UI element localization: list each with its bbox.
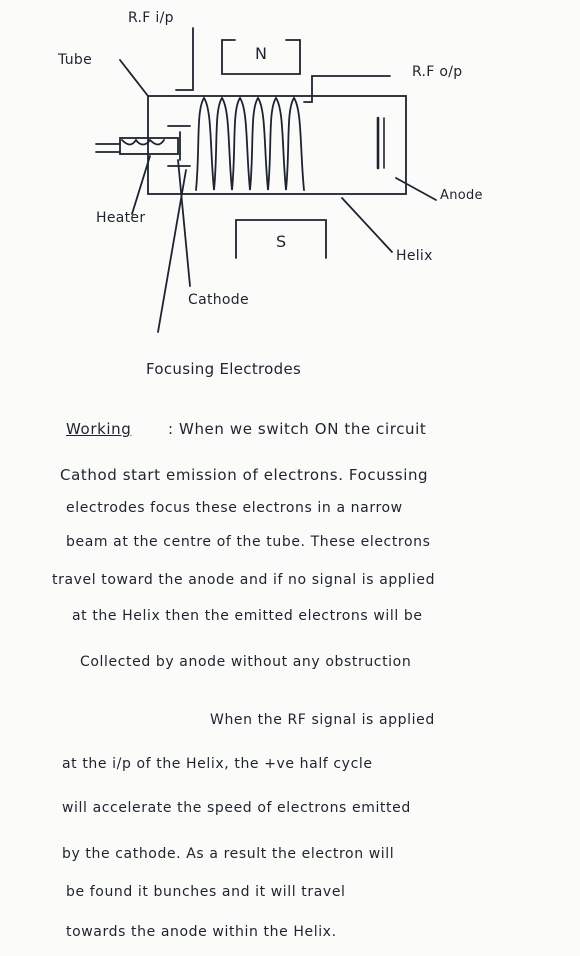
- note-line: When the RF signal is applied: [210, 712, 435, 728]
- rf-input-line: [176, 28, 193, 90]
- note-line: beam at the centre of the tube. These electrons: [66, 534, 431, 550]
- anode-label: Anode: [440, 188, 483, 203]
- note-line: be found it bunches and it will travel: [66, 884, 346, 900]
- working-heading: Working: [66, 420, 132, 438]
- note-line: Collected by anode without any obstruction: [80, 654, 412, 670]
- rf-output-line: [304, 76, 390, 102]
- note-line: electrodes focus these electrons in a narrow: [66, 500, 403, 516]
- heater-label: Heater: [96, 210, 146, 226]
- helix-label: Helix: [396, 248, 433, 264]
- rf-input-label: R.F i/p: [128, 10, 174, 26]
- note-line: : When we switch ON the circuit: [168, 420, 427, 438]
- note-line: towards the anode within the Helix.: [66, 924, 337, 940]
- north-pole-label: N: [255, 44, 268, 63]
- note-line: by the cathode. As a result the electron will: [62, 846, 395, 862]
- helix-coil: [196, 98, 304, 190]
- rf-output-label: R.F o/p: [412, 64, 463, 80]
- tube-label: Tube: [58, 52, 92, 68]
- note-line: Cathod start emission of electrons. Focussing: [60, 466, 429, 484]
- tube-body: [148, 96, 406, 194]
- south-pole-label: S: [276, 232, 287, 251]
- focusing-electrodes-label: Focusing Electrodes: [146, 360, 302, 378]
- helix-leader: [342, 198, 392, 252]
- note-line: at the Helix then the emitted electrons will be: [72, 608, 423, 624]
- note-line: travel toward the anode and if no signal is applied: [52, 572, 436, 588]
- note-line: at the i/p of the Helix, the +ve half cycle: [62, 756, 373, 772]
- cathode-label: Cathode: [188, 292, 249, 308]
- note-line: will accelerate the speed of electrons emitted: [62, 800, 411, 816]
